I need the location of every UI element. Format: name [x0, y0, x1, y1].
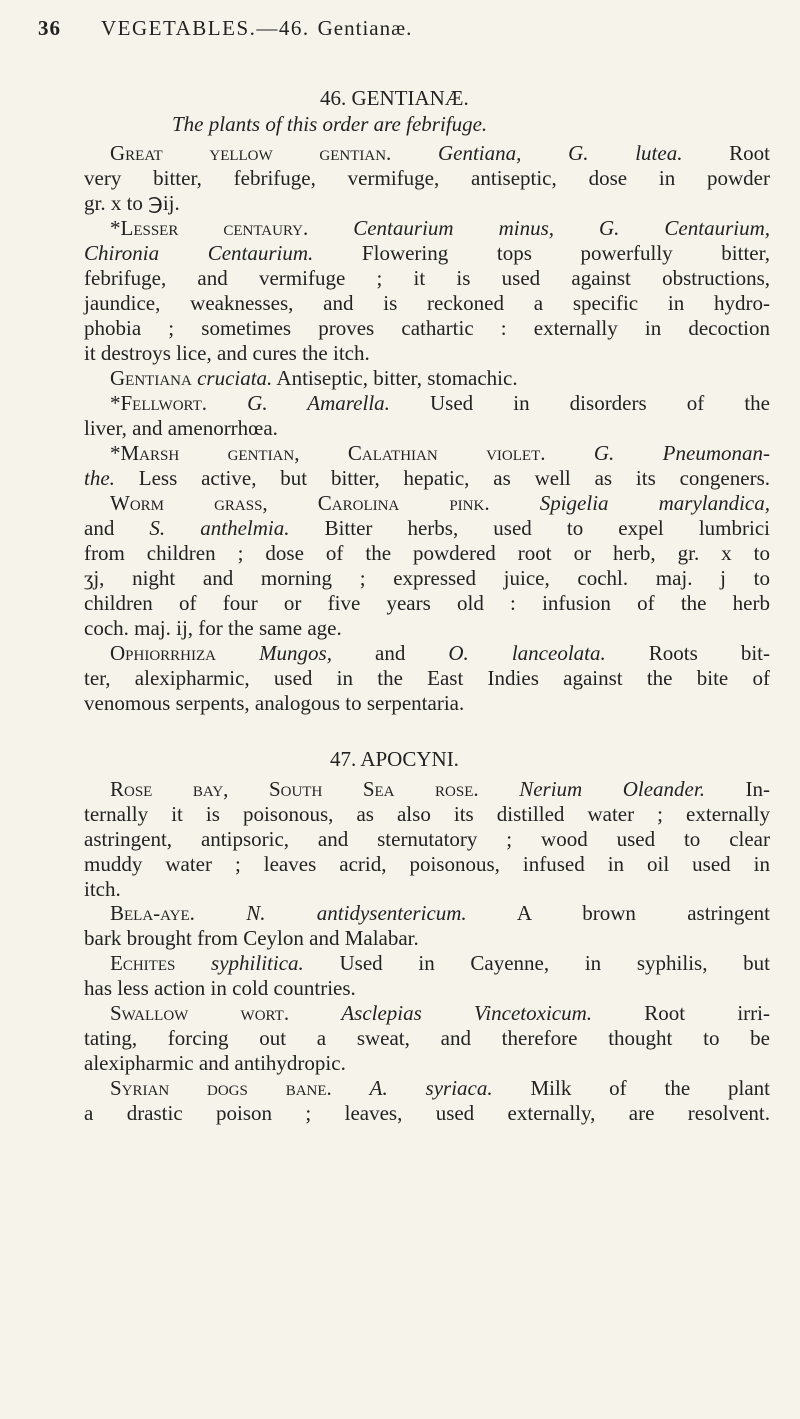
- text-line: bark brought from Ceylon and Malabar.: [84, 926, 419, 950]
- text-line: alexipharmic and antihydropic.: [84, 1051, 346, 1075]
- section-note: The plants of this order are febrifuge.: [172, 112, 488, 136]
- running-subtitle: Gentianæ.: [317, 16, 413, 40]
- text-line: the. Less active, but bitter, hepatic, as well as its congeners.: [84, 466, 770, 490]
- text-line: jaundice, weaknesses, and is reckoned a specific in hydro-: [84, 291, 770, 315]
- text-line: and S. anthelmia. Bitter herbs, used to expel lumbrici: [84, 516, 770, 540]
- text-line: *Marsh gentian, Calathian violet. G. Pneumonan-: [110, 441, 770, 465]
- section-heading: 47. APOCYNI.: [330, 747, 459, 771]
- text-line: venomous serpents, analogous to serpentaria.: [84, 691, 465, 715]
- text-line: liver, and amenorrhœa.: [84, 416, 278, 440]
- text-line: has less action in cold countries.: [84, 976, 356, 1000]
- text-line: gr. x to ℈ij.: [84, 191, 180, 215]
- section-heading: 46. GENTIANÆ.: [320, 86, 469, 110]
- text-line: a drastic poison ; leaves, used externally, are resolvent.: [84, 1101, 770, 1125]
- text-line: Worm grass, Carolina pink. Spigelia marylandica,: [110, 491, 771, 515]
- text-line: Great yellow gentian. Gentiana, G. lutea. Root: [110, 141, 770, 165]
- text-line: Bela-aye. N. antidysentericum. A brown astringent: [110, 901, 771, 925]
- text-line: Syrian dogs bane. A. syriaca. Milk of the plant: [110, 1076, 770, 1100]
- text-line: tating, forcing out a sweat, and therefore thought to be: [84, 1026, 770, 1050]
- text-line: febrifuge, and vermifuge ; it is used against obstructions,: [84, 266, 770, 290]
- text-line: ʒj, night and morning ; expressed juice, cochl. maj. j to: [84, 566, 770, 590]
- text-line: very bitter, febrifuge, vermifuge, antiseptic, dose in powder: [84, 166, 770, 190]
- text-line: it destroys lice, and cures the itch.: [84, 341, 370, 365]
- text-line: itch.: [84, 877, 121, 901]
- text-line: astringent, antipsoric, and sternutatory ; wood used to clear: [84, 827, 770, 851]
- text-line: phobia ; sometimes proves cathartic : externally in decoction: [84, 316, 770, 340]
- text-line: ter, alexipharmic, used in the East Indies against the bite of: [84, 666, 770, 690]
- text-line: Rose bay, South Sea rose. Nerium Oleander. In-: [110, 777, 770, 801]
- text-line: Chironia Centaurium. Flowering tops powerfully bitter,: [84, 241, 771, 265]
- text-line: coch. maj. ij, for the same age.: [84, 616, 342, 640]
- text-line: Echites syphilitica. Used in Cayenne, in syphilis, but: [110, 951, 771, 975]
- text-line: ternally it is poisonous, as also its distilled water ; externally: [84, 802, 770, 826]
- page-number: 36: [38, 16, 61, 40]
- text-line: Swallow wort. Asclepias Vincetoxicum. Root irri-: [110, 1001, 770, 1025]
- text-line: Ophiorrhiza Mungos, and O. lanceolata. Roots bit-: [110, 641, 771, 665]
- text-line: children of four or five years old : infusion of the herb: [84, 591, 770, 615]
- running-head: [38, 16, 760, 41]
- running-title: VEGETABLES.—46.: [101, 16, 310, 40]
- text-line: *Lesser centaury. Centaurium minus, G. Centaurium,: [110, 216, 770, 240]
- text-line: muddy water ; leaves acrid, poisonous, infused in oil used in: [84, 852, 770, 876]
- text-line: Gentiana cruciata. Antiseptic, bitter, stomachic.: [110, 366, 518, 390]
- text-line: from children ; dose of the powdered root or herb, gr. x to: [84, 541, 770, 565]
- text-line: *Fellwort. G. Amarella. Used in disorders of the: [110, 391, 770, 415]
